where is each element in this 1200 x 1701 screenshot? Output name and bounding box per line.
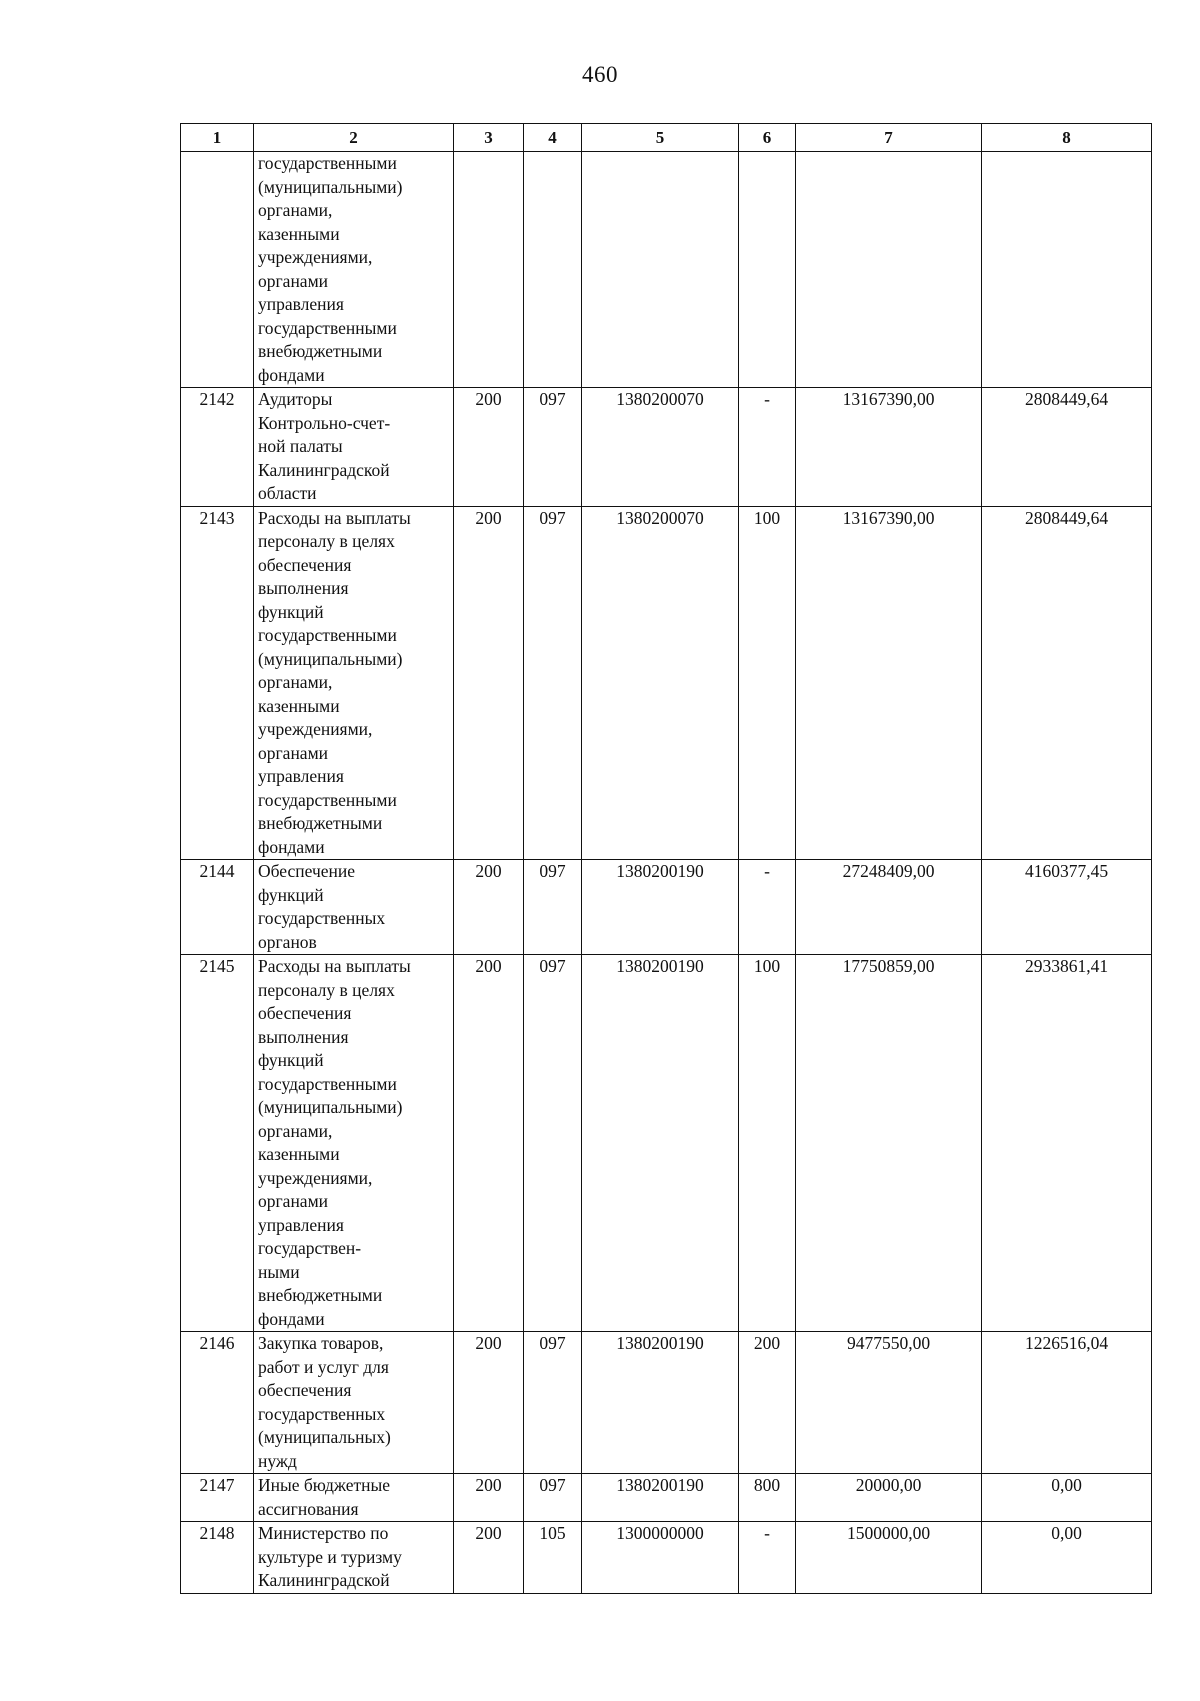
header-row xyxy=(181,124,1152,152)
column-header: 5 xyxy=(582,124,739,152)
budget-table xyxy=(180,123,1152,1594)
table-row xyxy=(181,506,1152,860)
cell-col8: 2808449,64 xyxy=(982,388,1152,507)
cell-col7 xyxy=(796,152,982,388)
table-row xyxy=(181,1332,1152,1474)
cell-col3: 200 xyxy=(454,1522,524,1594)
cell-col8: 0,00 xyxy=(982,1474,1152,1522)
cell-col4 xyxy=(524,152,582,388)
cell-col8: 2808449,64 xyxy=(982,506,1152,860)
row-description: государственными (муниципальными) органами, казенными учреждениями, органами управления государственными внебюджетными фондами xyxy=(254,152,454,388)
cell-col6: 100 xyxy=(739,506,796,860)
cell-col5: 1380200190 xyxy=(582,955,739,1332)
cell-col8: 4160377,45 xyxy=(982,860,1152,955)
row-number: 2142 xyxy=(181,388,254,507)
cell-col6: 800 xyxy=(739,1474,796,1522)
page-number: 460 xyxy=(582,62,618,87)
cell-col6: 200 xyxy=(739,1332,796,1474)
row-description: Иные бюджетные ассигнования xyxy=(254,1474,454,1522)
cell-col4: 097 xyxy=(524,506,582,860)
cell-col8: 2933861,41 xyxy=(982,955,1152,1332)
row-description: Закупка товаров, работ и услуг для обеспечения государственных (муниципальных) нужд xyxy=(254,1332,454,1474)
cell-col7: 17750859,00 xyxy=(796,955,982,1332)
cell-col3: 200 xyxy=(454,506,524,860)
table-row xyxy=(181,1474,1152,1522)
cell-col6: - xyxy=(739,860,796,955)
cell-col3: 200 xyxy=(454,388,524,507)
row-number: 2148 xyxy=(181,1522,254,1594)
cell-col4: 097 xyxy=(524,860,582,955)
cell-col3: 200 xyxy=(454,1474,524,1522)
cell-col7: 20000,00 xyxy=(796,1474,982,1522)
cell-col4: 097 xyxy=(524,1474,582,1522)
cell-col3: 200 xyxy=(454,860,524,955)
cell-col7: 9477550,00 xyxy=(796,1332,982,1474)
cell-col7: 13167390,00 xyxy=(796,388,982,507)
cell-col5: 1380200070 xyxy=(582,388,739,507)
cell-col5: 1300000000 xyxy=(582,1522,739,1594)
row-description: Обеспечение функций государственных органов xyxy=(254,860,454,955)
row-number: 2144 xyxy=(181,860,254,955)
cell-col4: 105 xyxy=(524,1522,582,1594)
column-header: 7 xyxy=(796,124,982,152)
cell-col3 xyxy=(454,152,524,388)
row-description: Расходы на выплаты персоналу в целях обеспечения выполнения функций государственными (муниципальными) органами, казенными учреждениями, органами управления государственными внебюджетными фондами xyxy=(254,506,454,860)
row-description: Министерство по культуре и туризму Калининградской xyxy=(254,1522,454,1594)
column-header: 4 xyxy=(524,124,582,152)
cell-col6 xyxy=(739,152,796,388)
column-header: 2 xyxy=(254,124,454,152)
row-number: 2143 xyxy=(181,506,254,860)
cell-col3: 200 xyxy=(454,955,524,1332)
row-number: 2147 xyxy=(181,1474,254,1522)
cell-col7: 27248409,00 xyxy=(796,860,982,955)
cell-col3: 200 xyxy=(454,1332,524,1474)
cell-col6: 100 xyxy=(739,955,796,1332)
cell-col4: 097 xyxy=(524,955,582,1332)
cell-col5: 1380200190 xyxy=(582,860,739,955)
column-header: 8 xyxy=(982,124,1152,152)
table-row xyxy=(181,860,1152,955)
row-number: 2146 xyxy=(181,1332,254,1474)
table-row xyxy=(181,388,1152,507)
cell-col6: - xyxy=(739,1522,796,1594)
table-row xyxy=(181,1522,1152,1594)
row-description: Аудиторы Контрольно-счет- ной палаты Калининградской области xyxy=(254,388,454,507)
cell-col8: 1226516,04 xyxy=(982,1332,1152,1474)
row-description: Расходы на выплаты персоналу в целях обеспечения выполнения функций государственными (муниципальными) органами, казенными учреждениями, органами управления государствен- ными внебюджетными фондами xyxy=(254,955,454,1332)
column-header: 3 xyxy=(454,124,524,152)
cell-col5: 1380200190 xyxy=(582,1474,739,1522)
cell-col4: 097 xyxy=(524,388,582,507)
cell-col4: 097 xyxy=(524,1332,582,1474)
cell-col7: 13167390,00 xyxy=(796,506,982,860)
cell-col5: 1380200190 xyxy=(582,1332,739,1474)
cell-col7: 1500000,00 xyxy=(796,1522,982,1594)
cell-col5: 1380200070 xyxy=(582,506,739,860)
cell-col8 xyxy=(982,152,1152,388)
cell-col6: - xyxy=(739,388,796,507)
cell-col5 xyxy=(582,152,739,388)
table-row xyxy=(181,955,1152,1332)
cell-col8: 0,00 xyxy=(982,1522,1152,1594)
row-number xyxy=(181,152,254,388)
row-number: 2145 xyxy=(181,955,254,1332)
column-header: 1 xyxy=(181,124,254,152)
column-header: 6 xyxy=(739,124,796,152)
table-row xyxy=(181,152,1152,388)
